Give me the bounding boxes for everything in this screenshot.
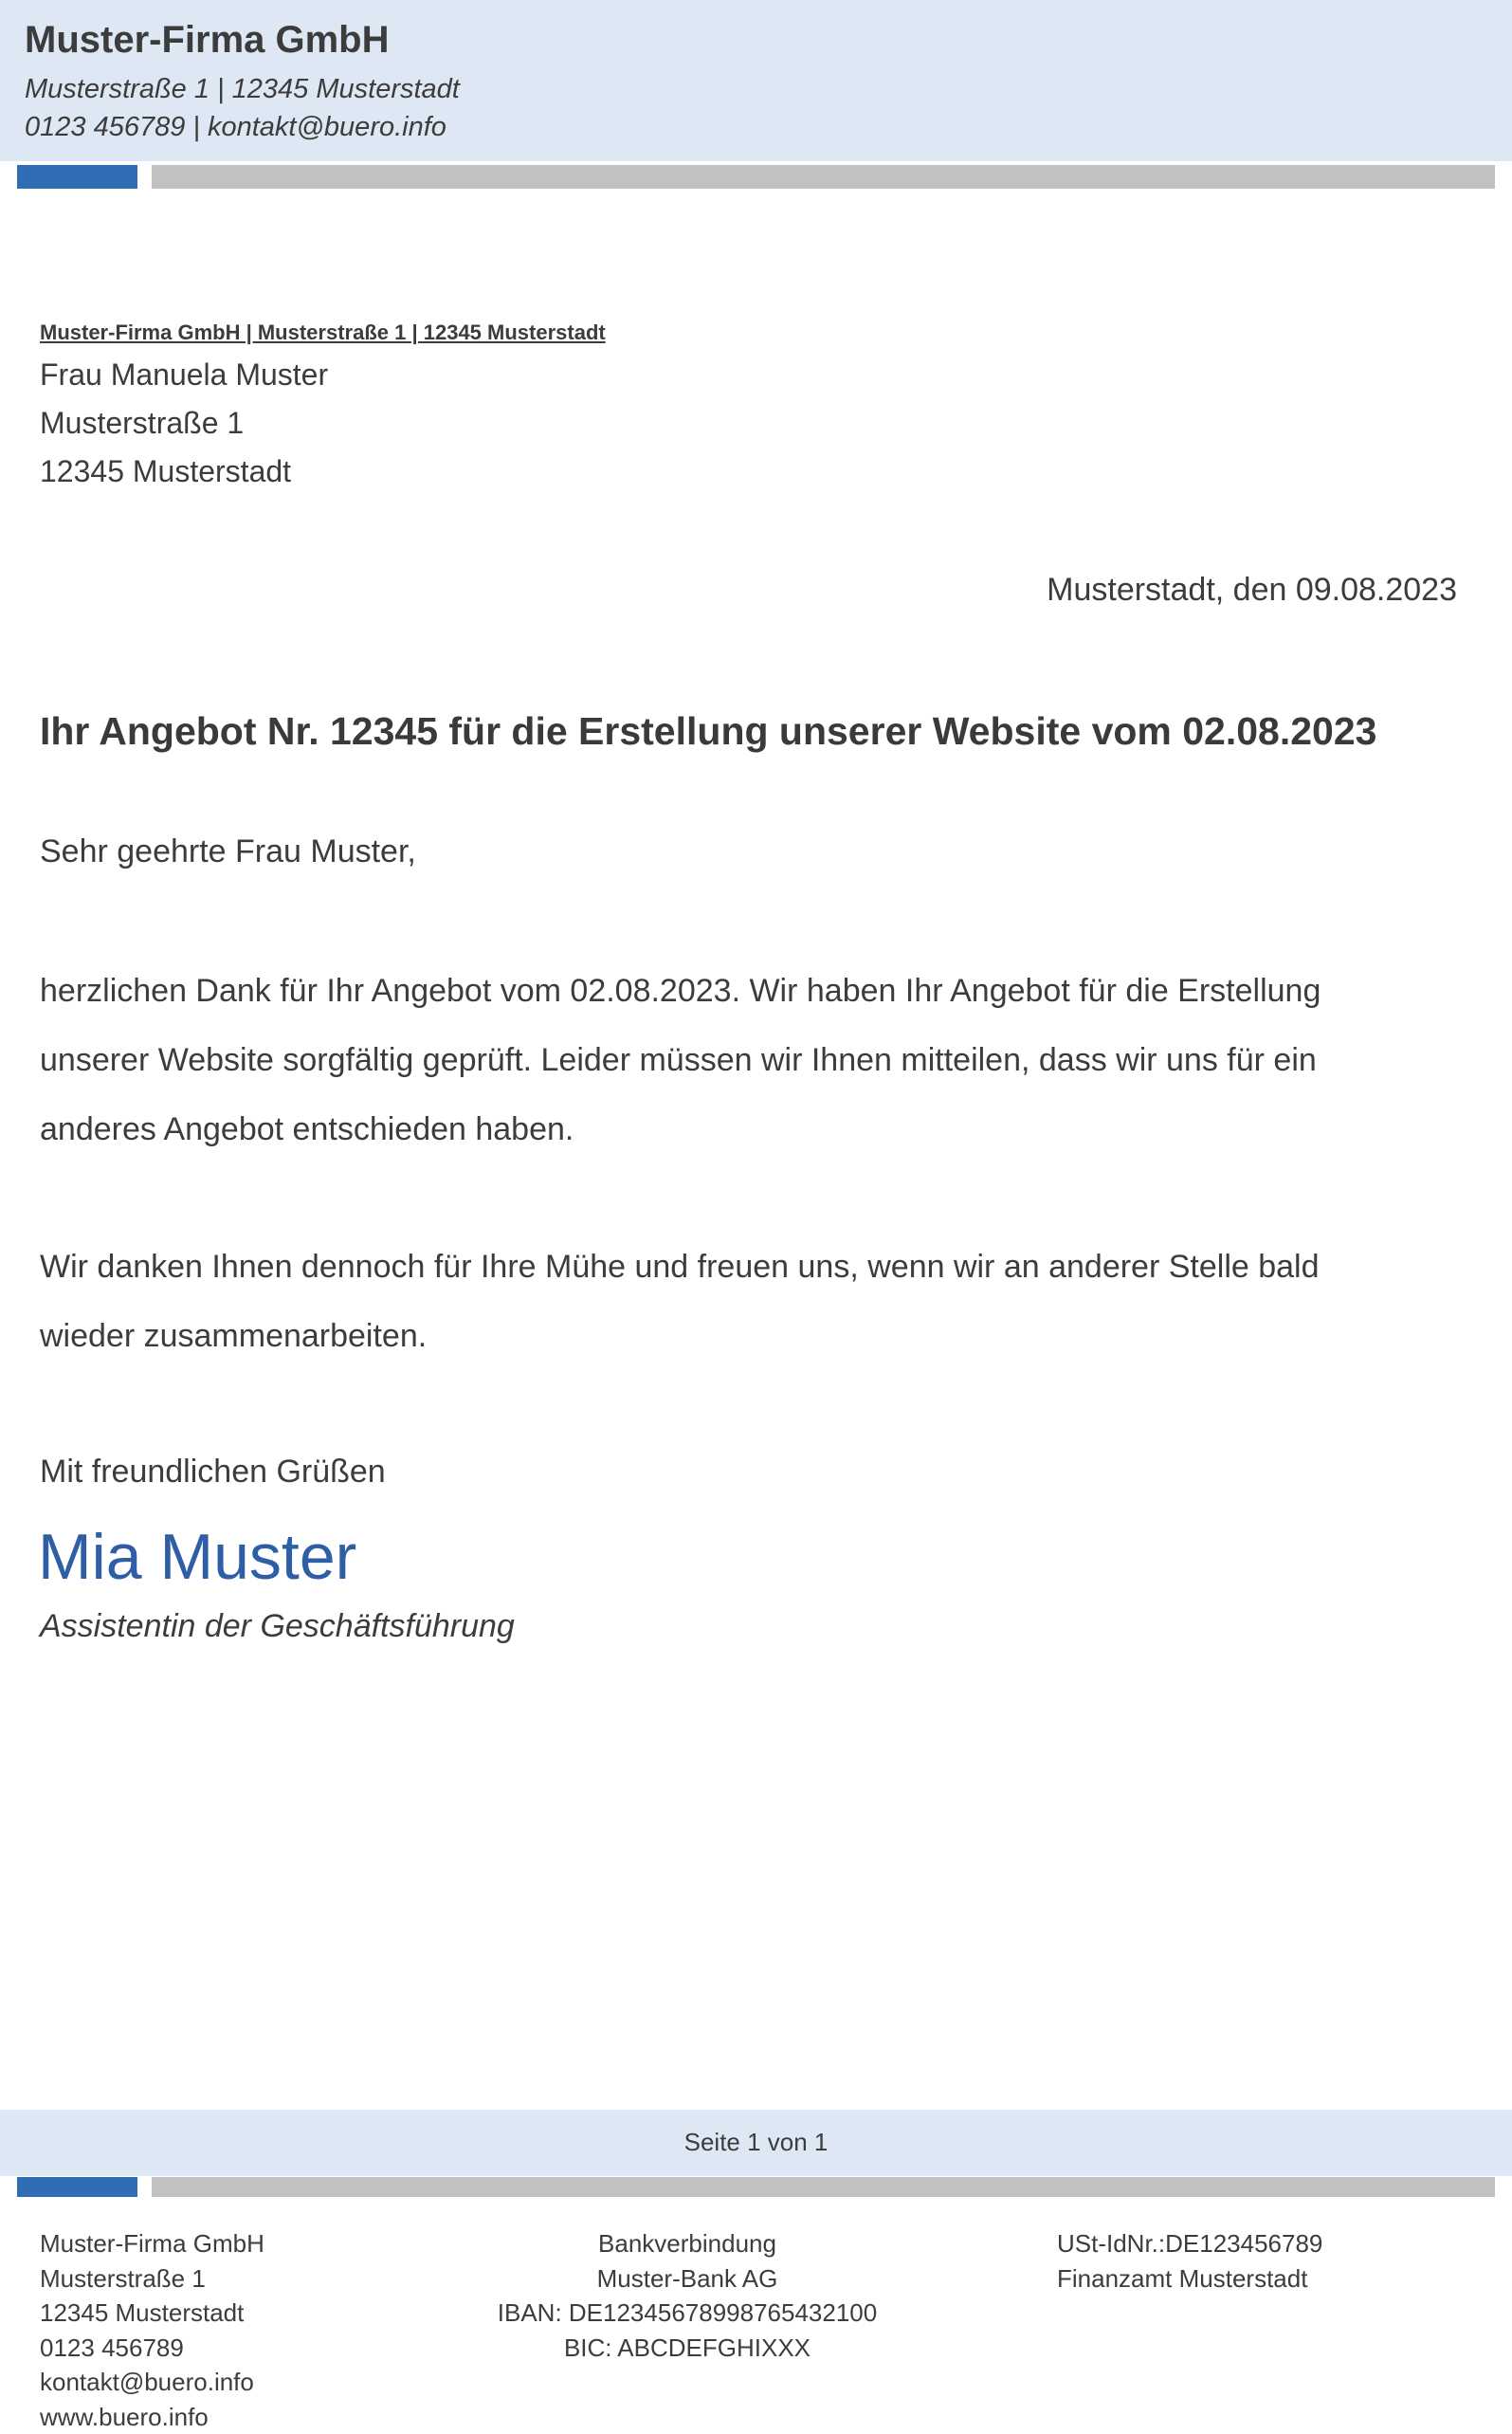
- body-line: Wir danken Ihnen dennoch für Ihre Mühe und freuen uns, wenn wir an anderer Stelle bald: [40, 1233, 1462, 1302]
- recipient-name: Frau Manuela Muster: [40, 357, 328, 393]
- footer-company-info: [40, 2226, 264, 2434]
- body-paragraph-2: [40, 1233, 1462, 1371]
- footer-line: 12345 Musterstadt: [40, 2296, 264, 2331]
- footer-line: Bankverbindung: [474, 2226, 901, 2261]
- body-line: herzlichen Dank für Ihr Angebot vom 02.08.2023. Wir haben Ihr Angebot für die Erstellung: [40, 957, 1462, 1026]
- footer-tax-info: [1057, 2226, 1322, 2296]
- letter-subject: Ihr Angebot Nr. 12345 für die Erstellung unserer Website vom 02.08.2023: [40, 709, 1376, 754]
- signature-title: Assistentin der Geschäftsführung: [40, 1608, 515, 1645]
- body-paragraph-1: [40, 957, 1462, 1164]
- recipient-city: 12345 Musterstadt: [40, 454, 291, 489]
- sender-return-line: Muster-Firma GmbH | Musterstraße 1 | 12345 Musterstadt: [40, 320, 606, 345]
- header-accent-bar: [17, 165, 137, 189]
- body-line: anderes Angebot entschieden haben.: [40, 1095, 1462, 1164]
- closing: Mit freundlichen Grüßen: [40, 1454, 386, 1491]
- footer-line: Muster-Firma GmbH: [40, 2226, 264, 2261]
- recipient-street: Musterstraße 1: [40, 406, 244, 441]
- footer-bank-info: [474, 2226, 901, 2365]
- footer-divider: [152, 2177, 1495, 2197]
- footer-tax-office: Finanzamt Musterstadt: [1057, 2261, 1322, 2297]
- page-number: Seite 1 von 1: [0, 2128, 1512, 2157]
- salutation: Sehr geehrte Frau Muster,: [40, 833, 416, 870]
- footer-line: 0123 456789: [40, 2331, 264, 2366]
- letter-date: Musterstadt, den 09.08.2023: [1047, 572, 1457, 609]
- signature-name: Mia Muster: [38, 1520, 356, 1594]
- footer-iban: IBAN: DE12345678998765432100: [474, 2296, 901, 2331]
- footer-bic: BIC: ABCDEFGHIXXX: [474, 2331, 901, 2366]
- header-divider: [152, 165, 1495, 189]
- company-address: Musterstraße 1 | 12345 Musterstadt: [25, 74, 460, 105]
- footer-line: Muster-Bank AG: [474, 2261, 901, 2297]
- footer-website: www.buero.info: [40, 2400, 264, 2434]
- company-name: Muster-Firma GmbH: [25, 19, 390, 62]
- footer-accent-bar: [17, 2177, 137, 2197]
- footer-email: kontakt@buero.info: [40, 2365, 264, 2400]
- footer-line: Musterstraße 1: [40, 2261, 264, 2297]
- footer-vat-id: USt-IdNr.:DE123456789: [1057, 2226, 1322, 2261]
- body-line: wieder zusammenarbeiten.: [40, 1302, 1462, 1371]
- company-contact: 0123 456789 | kontakt@buero.info: [25, 112, 446, 143]
- body-line: unserer Website sorgfältig geprüft. Leider müssen wir Ihnen mitteilen, dass wir uns für ein: [40, 1026, 1462, 1095]
